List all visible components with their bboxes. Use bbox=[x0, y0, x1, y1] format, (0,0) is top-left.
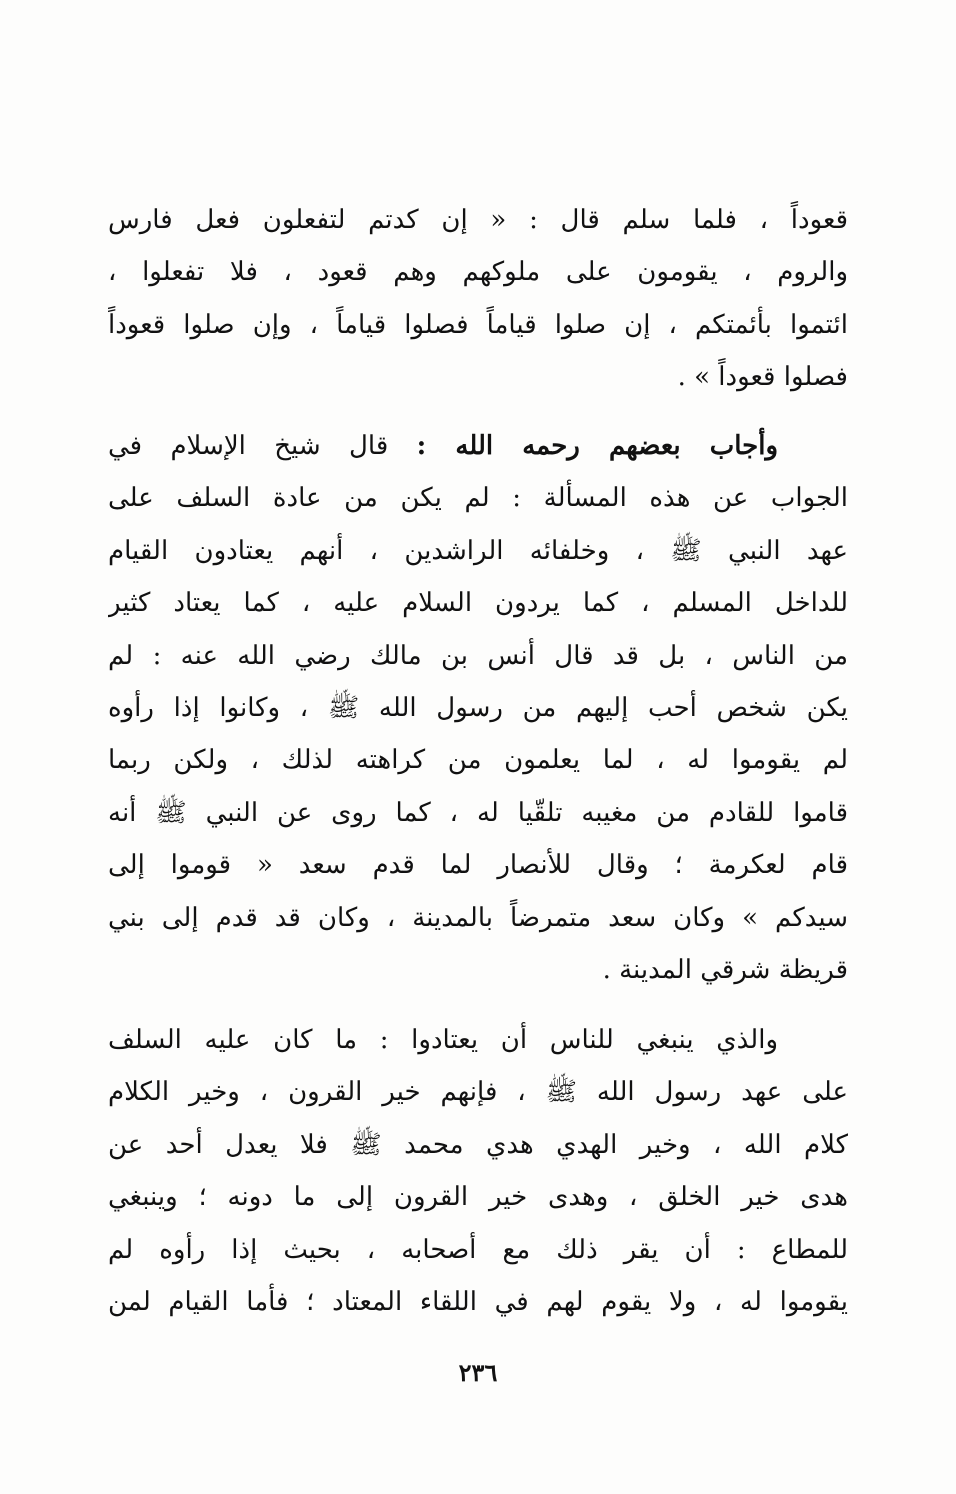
lead-line-rest: قال شيخ الإسلام في bbox=[108, 431, 417, 461]
paragraph-line: من الناس ، بل قد قال أنس بن مالك رضي الله عنه : لم bbox=[108, 640, 848, 671]
page-number: ٢٣٦ bbox=[458, 1358, 498, 1387]
paragraph-line: كلام الله ، وخير الهدي هدي محمد ﷺ فلا يعدل أحد عن bbox=[108, 1129, 848, 1160]
paragraph-3 bbox=[108, 1014, 848, 1328]
paragraph-line: عهد النبي ﷺ ، وخلفائه الراشدين ، أنهم يعتادون القيام bbox=[108, 535, 848, 566]
paragraph-line: يقوموا له ، ولا يقوم لهم في اللقاء المعتاد ؛ فأما القيام لمن bbox=[108, 1286, 848, 1317]
paragraph-line: فصلوا قعوداً » . bbox=[677, 362, 848, 393]
paragraph-1 bbox=[108, 194, 848, 404]
paragraph-line: سيدكم » وكان سعد متمرضاً بالمدينة ، وكان قد قدم إلى بني bbox=[108, 902, 848, 933]
paragraph-line: والذي ينبغي للناس أن يعتادوا : ما كان عليه السلف bbox=[108, 1025, 778, 1055]
paragraph-first-line bbox=[108, 420, 848, 472]
paragraph-line: قريظة شرقي المدينة . bbox=[602, 954, 848, 985]
paragraph-line: لم يقوموا له ، لما يعلمون من كراهته لذلك ، ولكن ربما bbox=[108, 745, 848, 776]
paragraph-line: للمطاع : أن يقر ذلك مع أصحابه ، بحيث إذا رأوه لم bbox=[108, 1234, 848, 1265]
paragraph-line: الجواب عن هذه المسألة : لم يكن من عادة السلف على bbox=[108, 483, 848, 514]
paragraph-line: قعوداً ، فلما سلم قال : « إن كدتم لتفعلون فعل فارس bbox=[108, 205, 848, 235]
paragraph-line: والروم ، يقومون على ملوكهم وهم قعود ، فلا تفعلوا ، bbox=[108, 257, 848, 288]
paragraph-line: للداخل المسلم ، كما يردون السلام عليه ، كما يعتاد كثير bbox=[108, 588, 848, 619]
bold-lead-phrase: وأجاب بعضهم رحمه الله : bbox=[416, 431, 778, 461]
paragraph-2 bbox=[108, 420, 848, 996]
paragraph-line: قام لعكرمة ؛ وقال للأنصار لما قدم سعد « قوموا إلى bbox=[108, 850, 848, 881]
paragraph-line: قاموا للقادم من مغيبه تلقّيا له ، كما روى عن النبي ﷺ أنه bbox=[108, 797, 848, 828]
paragraph-line: هدى خير الخلق ، وهدى خير القرون إلى ما دونه ؛ وينبغي bbox=[108, 1182, 848, 1213]
paragraph-line: على عهد رسول الله ﷺ ، فإنهم خير القرون ، وخير الكلام bbox=[108, 1077, 848, 1108]
paragraph-line: ائتموا بأئمتكم ، إن صلوا قياماً فصلوا قياماً ، وإن صلوا قعوداً bbox=[108, 309, 848, 340]
paragraph-line: يكن شخص أحب إليهم من رسول الله ﷺ ، وكانوا إذا رأوه bbox=[108, 692, 848, 723]
